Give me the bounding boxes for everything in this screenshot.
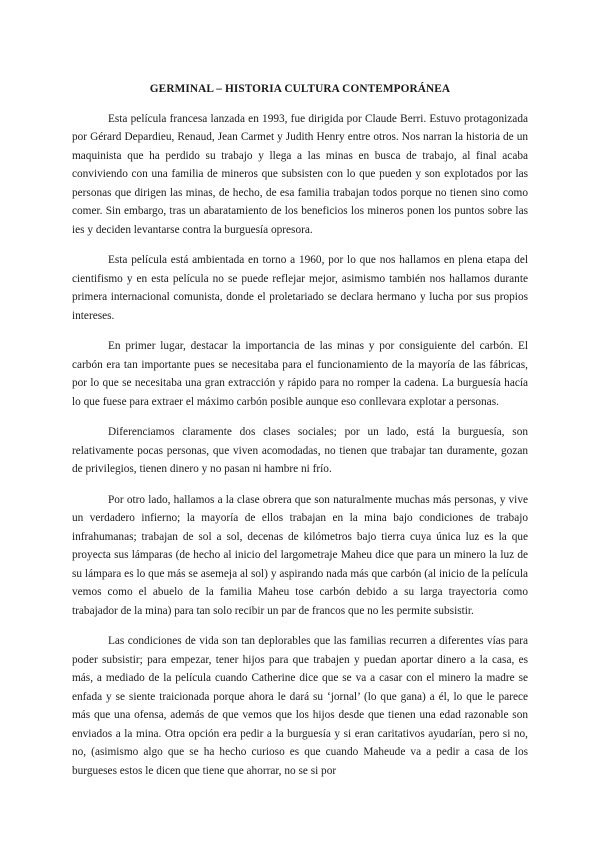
paragraph-2: Esta película está ambientada en torno a 1960, por lo que nos hallamos en plena etapa del cientifismo y en esta película no se puede reflejar mejor, asimismo también nos hallamos durante primera internacional comunista, donde el proletariado se declara hermano y lucha por sus propios intereses. xyxy=(72,254,528,322)
paragraph-5: Por otro lado, hallamos a la clase obrera que son naturalmente muchas más personas, y vive un verdadero infierno; la mayoría de ellos trabajan en la mina bajo condiciones de trabajo infrahumanas; trabajan de sol a sol, decenas de kilómetros bajo tierra cuya única luz es la que proyecta sus lámparas (de hecho al inicio del largometraje Maheu dice que para un minero la luz de su lámpara es lo que más se asemeja al sol) y aspirando nada más que carbón (al inicio de la película vemos como el abuelo de la familia Maheu tose carbón debido a su larga trayectoria como trabajador de la mina) para tan solo recibir un par de francos que no les permite subsistir. xyxy=(72,493,528,617)
paragraph-6: Las condiciones de vida son tan deplorables que las familias recurren a diferentes vías para poder subsistir; para empezar, tener hijos para que trabajen y puedan aportar dinero a la casa, es más, a mediado de la película cuando Catherine dice que se va a casar con el minero la madre se enfada y se siente traicionada porque ahora le dará su ‘jornal’ (lo que gana) a él, lo que le parece más que una ofensa, además de que vemos que los hijos desde que tienen una edad razonable son enviados a la mina. Otra opción era pedir a la burguesía y si eran caritativos ayudarían, pero si no, no, (asimismo algo que se ha hecho curioso es que cuando Maheude va a pedir a casa de los burgueses estos le dicen que tiene que ahorrar, no se si por xyxy=(72,635,528,777)
document-body xyxy=(72,80,528,792)
paragraph-3: En primer lugar, destacar la importancia de las minas y por consiguiente del carbón. El carbón era tan importante pues se necesitaba para el funcionamiento de la mayoría de las fábricas, por lo que se necesitaba una gran extracción y rápido para no romper la cadena. La burguesía hacía lo que fuese para extraer el máximo carbón posible aunque eso conllevara explotar a personas. xyxy=(72,340,528,408)
paragraph-1: Esta película francesa lanzada en 1993, fue dirigida por Claude Berri. Estuvo protagonizada por Gérard Depardieu, Renaud, Jean Carmet y Judith Henry entre otros. Nos narran la historia de un maquinista que ha perdido su trabajo y llega a las minas en busca de trabajo, al final acaba conviviendo con una familia de mineros que subsisten con lo que pueden y son explotados por las personas que dirigen las minas, de hecho, de esa familia trabajan todos porque no tienen sino como comer. Sin embargo, tras un abaratamiento de los beneficios los mineros ponen los puntos sobre las ies y deciden levantarse contra la burguesía opresora. xyxy=(72,112,528,236)
document-title: GERMINAL – HISTORIA CULTURA CONTEMPORÁNEA xyxy=(149,83,451,95)
paragraph-4: Diferenciamos claramente dos clases sociales; por un lado, está la burguesía, son relativamente pocas personas, que viven acomodadas, no tienen que trabajar tan duramente, gozan de privilegios, tienen dinero y no pasan ni hambre ni frío. xyxy=(72,426,528,475)
